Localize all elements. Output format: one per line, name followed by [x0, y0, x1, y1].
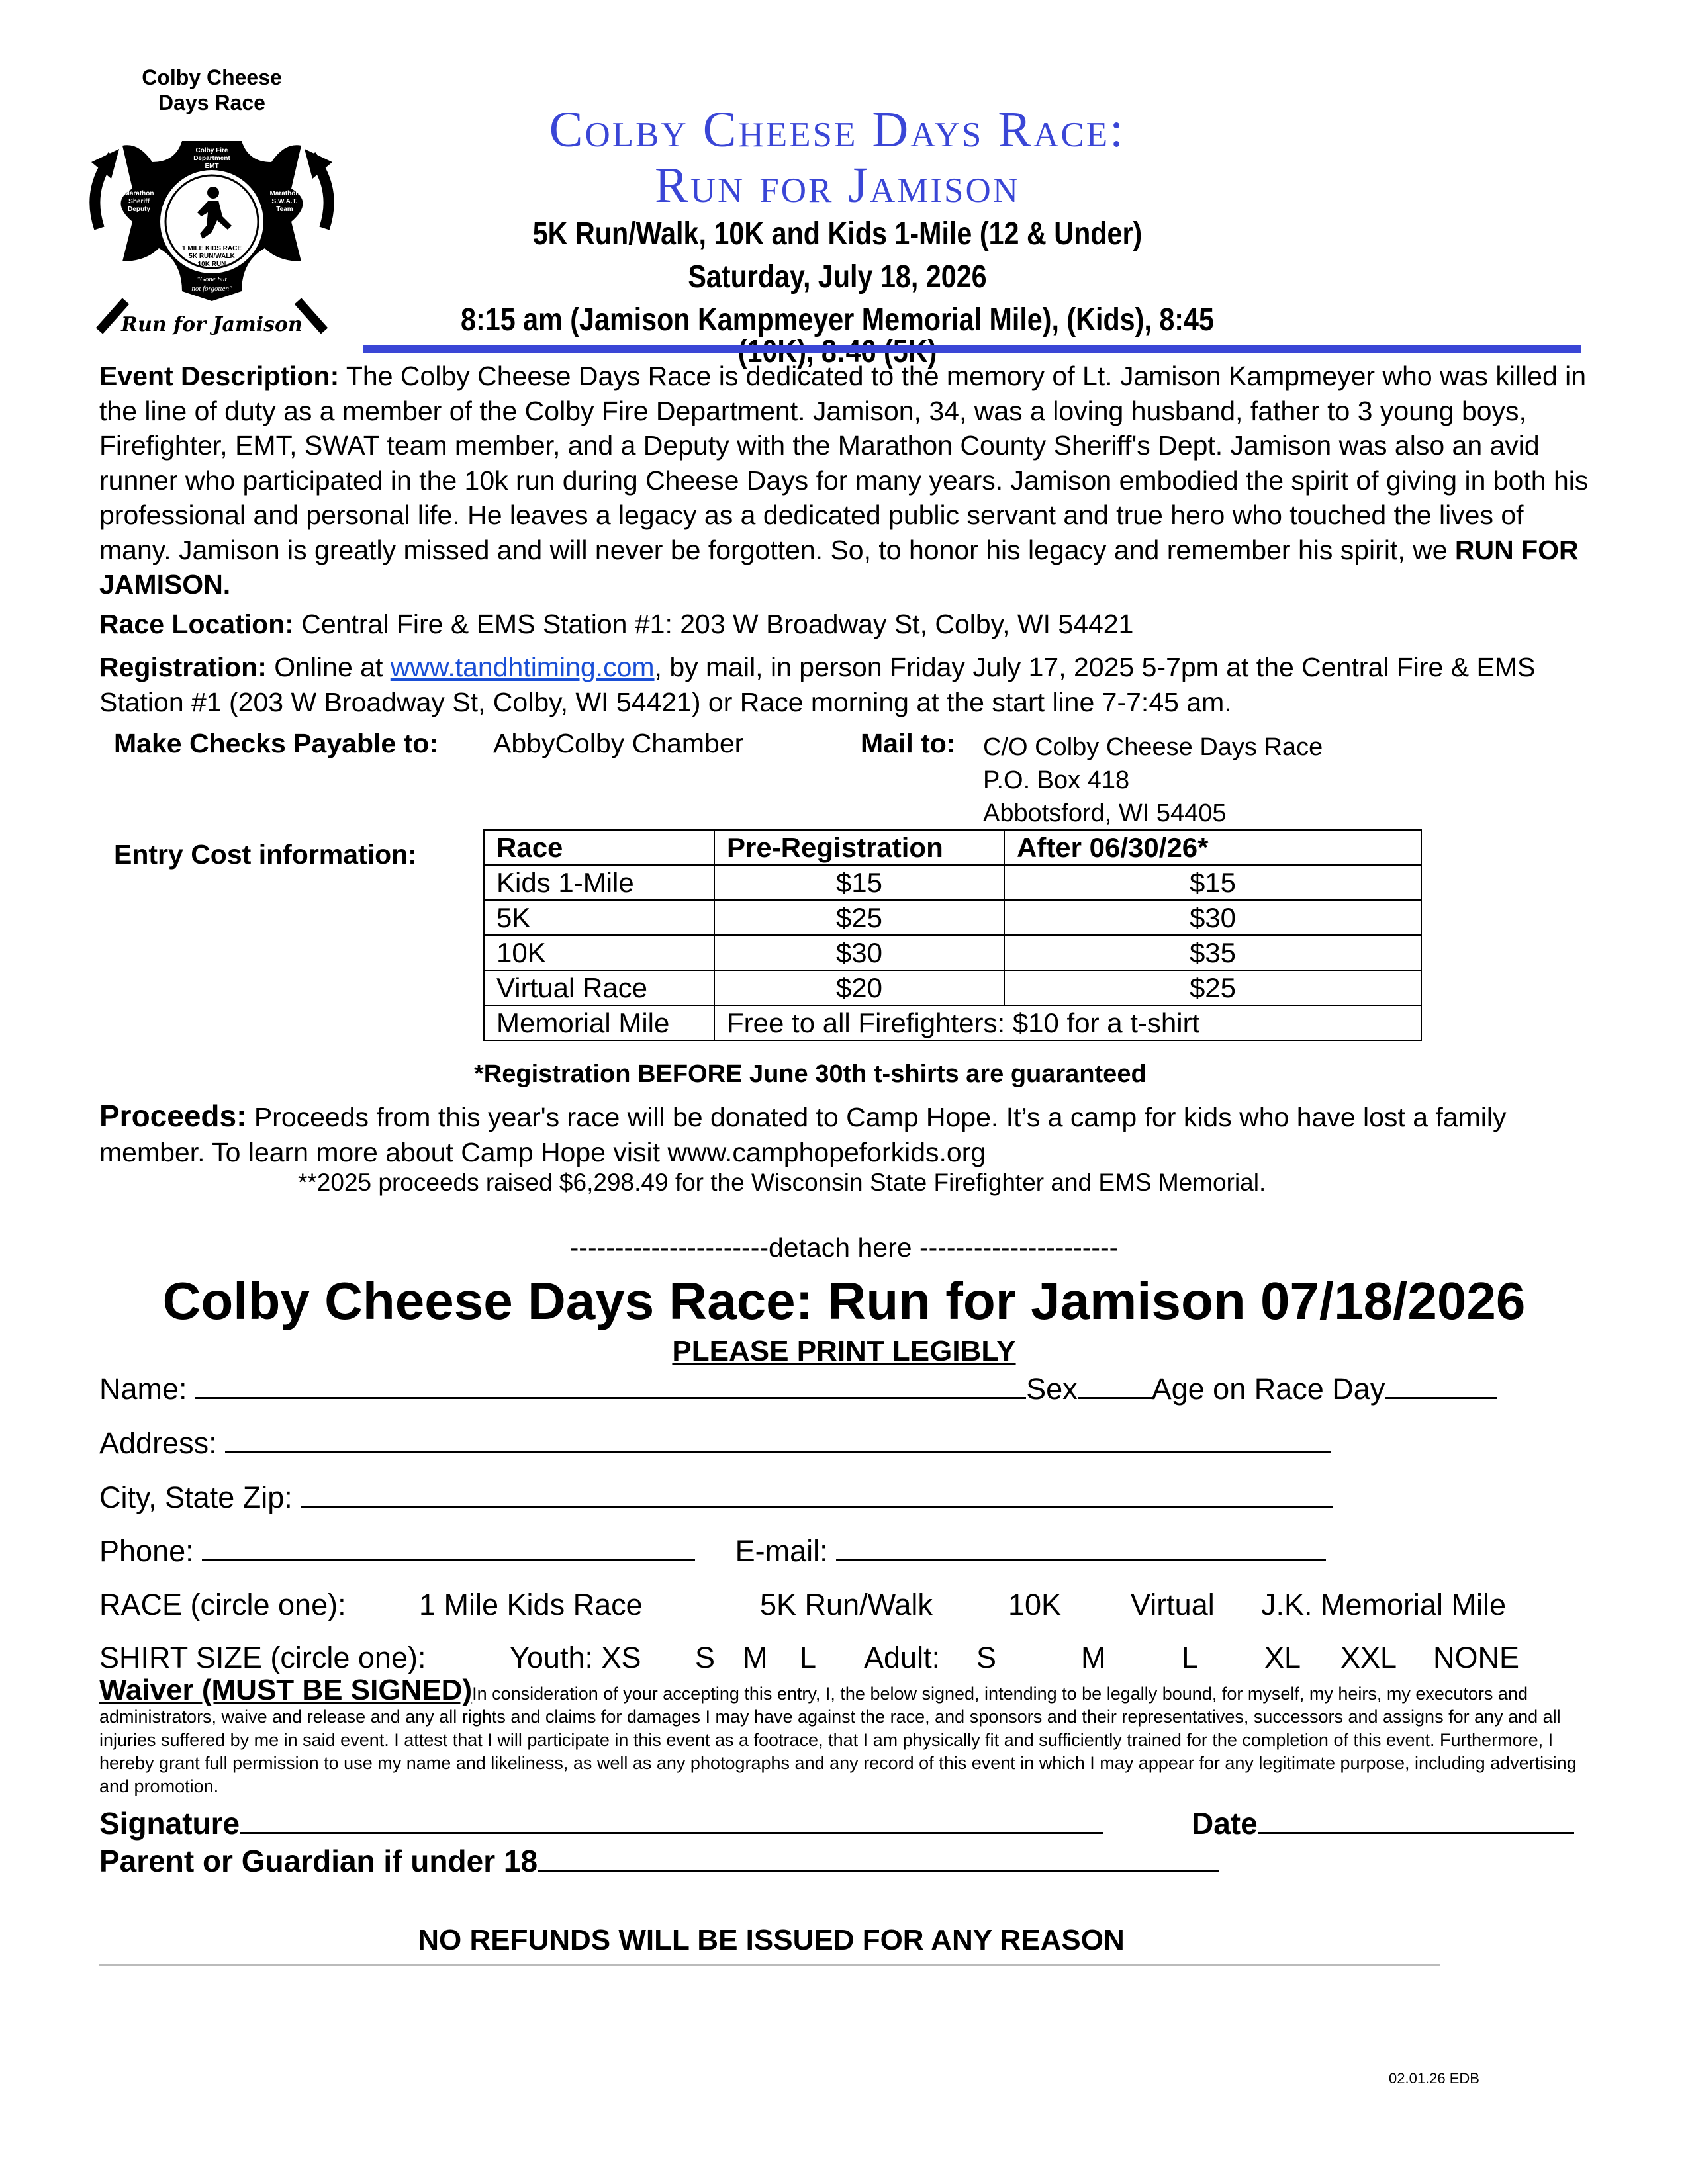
address-field[interactable] [225, 1429, 1331, 1453]
address-row [99, 1426, 1331, 1461]
age-label: Age on Race Day [1151, 1372, 1385, 1406]
cell-race: 10K [484, 935, 714, 970]
title-line-1: Colby Cheese Days Race: [549, 102, 1126, 158]
event-text: The Colby Cheese Days Race is dedicated to the memory of Lt. Jamison Kampmeyer who was killed in the line of duty as a member of the Colby Fire Department. Jamison, 34, was a loving husband, father to 3 young boys, Firefighter, EMT, SWAT team member, and a Deputy with the Marathon County Sheriff's Dept. Jamison was also an avid runner who participated in the 10k run during Cheese Days for many years. Jamison embodied the spirit of giving in both his professional and personal life. He leaves a legacy as a dedicated public servant and true hero who touched the lives of many. Jamison is greatly missed and will never be forgotten. So, to honor his legacy and remember his spirit, we [99, 361, 1589, 565]
subtitle-date: Saturday, July 18, 2026 [688, 259, 987, 295]
cell-after: $30 [1004, 900, 1421, 935]
cell-after: $25 [1004, 970, 1421, 1005]
registration [99, 650, 1589, 719]
cell-race: 5K [484, 900, 714, 935]
svg-text:Department: Department [193, 155, 230, 162]
adult-label: Adult: [864, 1641, 941, 1674]
registration-label: Registration: [99, 652, 267, 682]
event-label: Event Description: [99, 361, 340, 391]
proceeds-text: Proceeds from this year's race will be donated to Camp Hope. It’s a camp for kids who have lost a family member. To learn more about Camp Hope visit www.camphopeforkids.org [99, 1102, 1507, 1167]
parent-row [99, 1843, 1219, 1879]
phone-row [99, 1534, 1326, 1569]
race-option-virtual[interactable]: Virtual [1131, 1588, 1215, 1621]
sex-field[interactable] [1078, 1375, 1152, 1399]
header-divider [363, 345, 1581, 353]
table-row [484, 900, 1421, 935]
name-label: Name: [99, 1372, 187, 1406]
mail-label: Mail to: [861, 728, 956, 758]
shirt-label: SHIRT SIZE (circle one): [99, 1641, 426, 1674]
col-pre-registration: Pre-Registration [714, 830, 1004, 865]
parent-signature-field[interactable] [538, 1847, 1219, 1872]
adult-s[interactable]: S [976, 1641, 997, 1674]
svg-text:"Gone but: "Gone but [197, 275, 227, 283]
table-row [484, 935, 1421, 970]
race-option-10k[interactable]: 10K [1008, 1588, 1062, 1621]
svg-text:S.W.A.T.: S.W.A.T. [271, 198, 298, 205]
signature-field[interactable] [240, 1809, 1103, 1834]
checks-value: AbbyColby Chamber [493, 728, 744, 758]
event-description [99, 359, 1589, 602]
logo-top-line1: Colby Cheese [142, 66, 282, 89]
mail-line-1: C/O Colby Cheese Days Race [983, 733, 1323, 761]
cell-after: $15 [1004, 865, 1421, 900]
city-label: City, State Zip: [99, 1480, 293, 1514]
date-row [1192, 1805, 1574, 1841]
race-row [0, 1588, 1688, 1627]
youth-xs[interactable]: Youth: XS [510, 1641, 641, 1674]
date-field[interactable] [1258, 1809, 1574, 1834]
detach-line: ----------------------detach here ---------------------- [569, 1232, 1119, 1263]
adult-xl[interactable]: XL [1264, 1641, 1301, 1674]
age-field[interactable] [1385, 1375, 1497, 1399]
proceeds-label: Proceeds: [99, 1099, 247, 1133]
adult-xxl[interactable]: XXL [1340, 1641, 1397, 1674]
city-row [99, 1480, 1333, 1515]
col-race: Race [484, 830, 714, 865]
table-row [484, 970, 1421, 1005]
cell-pre: $15 [714, 865, 1004, 900]
address-label: Address: [99, 1426, 217, 1460]
race-label: RACE (circle one): [99, 1588, 346, 1621]
svg-text:10K RUN: 10K RUN [197, 261, 226, 268]
race-option-kids[interactable]: 1 Mile Kids Race [419, 1588, 643, 1621]
name-field[interactable] [195, 1375, 1026, 1399]
proceeds-note: **2025 proceeds raised $6,298.49 for the Wisconsin State Firefighter and EMS Memorial. [298, 1169, 1266, 1196]
waiver-text: In consideration of your accepting this entry, I, the below signed, intending to be legally bound, for myself, my heirs, my executors and administrators, waive and release and any all rights and claims for damages I may have against the race, and sponsors and their representatives, successors and assigns for any and all injuries suffered by me in said event. I attest that I will participate in this event as a footrace, that I am physically fit and sufficiently trained for the completion of this event. Furthermore, I hereby grant full permission to use my name and likeliness, as well as any photographs and any record of this event in which I may appear for any legitimate purpose, including advertising and promotion. [99, 1684, 1577, 1796]
table-header-row [484, 830, 1421, 865]
svg-text:Team: Team [276, 206, 293, 213]
cell-pre: $30 [714, 935, 1004, 970]
svg-text:5K RUN/WALK: 5K RUN/WALK [189, 253, 235, 260]
event-closing: RUN FOR JAMISON. [99, 534, 1579, 600]
location-label: Race Location: [99, 609, 294, 639]
svg-text:Marathon: Marathon [269, 190, 300, 197]
mail-address [983, 731, 1323, 830]
proceeds [99, 1099, 1589, 1169]
mail-line-3: Abbotsford, WI 54405 [983, 799, 1227, 827]
registration-text-2: , by mail, in person Friday July 17, 2025 5-7pm at the Central Fire & EMS Station #1 (203 W Broadway St, Colby, WI 54421) or Race morning at the start line 7-7:45 am. [99, 652, 1536, 717]
adult-l[interactable]: L [1182, 1641, 1199, 1674]
phone-field[interactable] [202, 1537, 695, 1561]
phone-label: Phone: [99, 1534, 194, 1568]
svg-text:Sheriff: Sheriff [128, 198, 150, 205]
signature-label: Signature [99, 1806, 240, 1841]
date-label: Date [1192, 1806, 1258, 1841]
registration-link[interactable]: www.tandhtiming.com [390, 652, 655, 682]
cell-memorial-value: Free to all Firefighters: $10 for a t-shirt [714, 1005, 1421, 1040]
email-label: E-mail: [735, 1534, 828, 1568]
youth-s[interactable]: S [695, 1641, 716, 1674]
cell-race: Virtual Race [484, 970, 714, 1005]
logo-bottom-text: Run for Jamison [121, 313, 303, 336]
svg-text:Marathon: Marathon [124, 190, 154, 197]
svg-text:EMT: EMT [205, 163, 219, 170]
sex-label: Sex [1026, 1372, 1078, 1406]
registration-text-1: Online at [266, 652, 391, 682]
logo-top-line2: Days Race [158, 91, 265, 114]
entry-cost-table [483, 829, 1422, 1041]
entry-cost-label: Entry Cost information: [114, 839, 417, 870]
mail-line-2: P.O. Box 418 [983, 766, 1130, 794]
name-row [99, 1372, 1497, 1406]
subtitle-times: 8:15 am (Jamison Kampmeyer Memorial Mile), (Kids), 8:45 [461, 302, 1214, 338]
email-field[interactable] [836, 1537, 1326, 1561]
adult-m[interactable]: M [1081, 1641, 1106, 1674]
form-title: Colby Cheese Days Race: Run for Jamison 07/18/2026 [162, 1271, 1526, 1330]
youth-l[interactable]: L [800, 1641, 817, 1674]
signature-row [99, 1805, 1103, 1841]
cell-pre: $20 [714, 970, 1004, 1005]
col-after: After 06/30/26* [1004, 830, 1421, 865]
parent-label: Parent or Guardian if under 18 [99, 1844, 538, 1878]
cell-race: Kids 1-Mile [484, 865, 714, 900]
form-code: 02.01.26 EDB [1389, 2070, 1479, 2087]
registration-note: *Registration BEFORE June 30th t-shirts are guaranteed [474, 1060, 1147, 1088]
print-legibly: PLEASE PRINT LEGIBLY [672, 1335, 1016, 1367]
svg-text:1 MILE KIDS RACE: 1 MILE KIDS RACE [181, 245, 242, 252]
adult-none[interactable]: NONE [1433, 1641, 1520, 1674]
table-row [484, 865, 1421, 900]
race-option-memorial[interactable]: J.K. Memorial Mile [1261, 1588, 1507, 1621]
race-location [99, 607, 1589, 642]
city-field[interactable] [301, 1483, 1333, 1508]
checks-label: Make Checks Payable to: [114, 728, 438, 758]
footer-divider [99, 1964, 1440, 1966]
no-refunds: NO REFUNDS WILL BE ISSUED FOR ANY REASON [418, 1924, 1125, 1956]
cell-after: $35 [1004, 935, 1421, 970]
cell-pre: $25 [714, 900, 1004, 935]
subtitle-events: 5K Run/Walk, 10K and Kids 1-Mile (12 & Under) [532, 216, 1143, 251]
cell-race: Memorial Mile [484, 1005, 714, 1040]
waiver [99, 1674, 1589, 1798]
race-logo [73, 63, 351, 347]
svg-text:Deputy: Deputy [128, 206, 150, 213]
waiver-title: Waiver (MUST BE SIGNED) [99, 1674, 473, 1706]
title-line-2: Run for Jamison [655, 158, 1020, 213]
svg-text:Colby Fire: Colby Fire [195, 147, 228, 154]
svg-text:not forgotten": not forgotten" [191, 285, 232, 293]
table-row-memorial [484, 1005, 1421, 1040]
location-text: Central Fire & EMS Station #1: 203 W Broadway St, Colby, WI 54421 [293, 609, 1134, 639]
race-option-5k[interactable]: 5K Run/Walk [760, 1588, 933, 1621]
youth-m[interactable]: M [743, 1641, 768, 1674]
